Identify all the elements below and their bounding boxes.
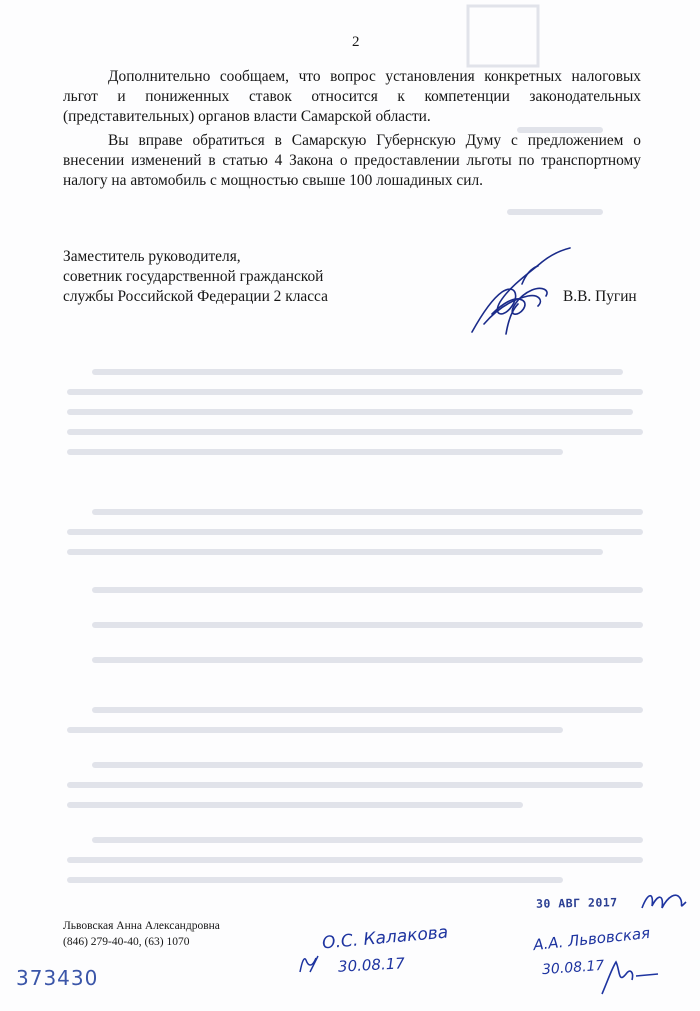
signatory-title xyxy=(63,247,393,308)
executor-name: Львовская Анна Александровна xyxy=(63,920,220,932)
registration-number-stamp: 373430 xyxy=(16,966,99,990)
signatory-name: В.В. Пугин xyxy=(563,288,637,305)
visa-left-name: О.С. Калакова xyxy=(321,922,449,954)
stamp-scribble xyxy=(640,888,690,914)
visa-right-signature xyxy=(596,950,666,1000)
body-paragraph-2: Вы вправе обратиться в Самарскую Губернскую Думу с предложением о внесении изменений в статью 4 Закона о предоставлении льготы по транспортному налогу на автомобиль с мощностью свыше 100 лошадиных сил. xyxy=(63,132,641,190)
signatory-title-line-1: Заместитель руководителя, xyxy=(63,248,241,265)
received-date-stamp: 30 АВГ 2017 xyxy=(535,895,618,911)
signatory-title-line-3: службы Российской Федерации 2 класса xyxy=(63,288,328,306)
visa-left-date: 30.08.17 xyxy=(337,954,406,976)
signatory-title-line-2: советник государственной гражданской xyxy=(63,268,324,286)
executor-phone: (846) 279-40-40, (63) 1070 xyxy=(63,935,190,948)
visa-left-initials xyxy=(296,952,326,976)
visa-right-date: 30.08.17 xyxy=(541,957,605,979)
executor-info xyxy=(63,919,220,950)
handwritten-signature xyxy=(462,244,577,344)
body-paragraph-1: Дополнительно сообщаем, что вопрос установления конкретных налоговых льгот и пониженных ставок относится к компетенции законодательных (представительных) органов власти Самарской области. xyxy=(63,68,641,126)
page-number: 2 xyxy=(352,34,360,50)
visa-right-name: А.А. Львовская xyxy=(532,923,651,955)
